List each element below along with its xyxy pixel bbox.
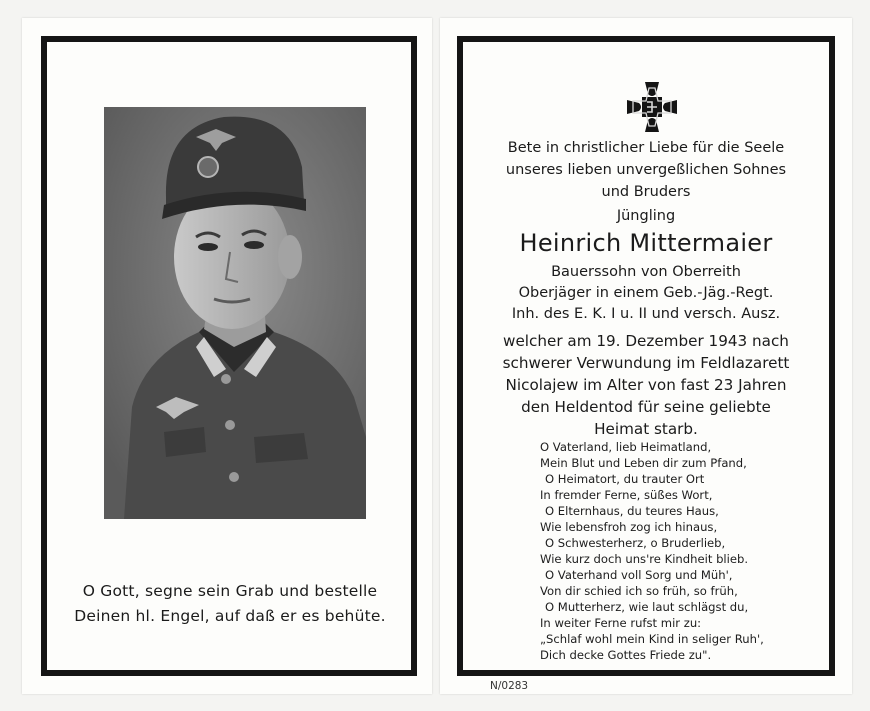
poem-line-11: O Mutterherz, wie laut schlägst du,	[545, 600, 749, 614]
iron-cross-icon	[627, 82, 677, 132]
prayer-line-1: O Gott, segne sein Grab und bestelle	[82, 582, 378, 600]
catalog-number: N/0283	[490, 680, 529, 692]
poem-line-10: Von dir schied ich so früh, so früh,	[540, 584, 738, 598]
poem-line-3: O Heimatort, du trauter Ort	[545, 472, 705, 486]
death-line-1: welcher am 19. Dezember 1943 nach	[503, 332, 789, 350]
poem-line-2: Mein Blut und Leben dir zum Pfand,	[540, 456, 747, 470]
poem-line-12: In weiter Ferne rufst mir zu:	[540, 616, 702, 630]
poem-line-7: O Schwesterherz, o Bruderlieb,	[545, 536, 726, 550]
title-label: Jüngling	[616, 208, 676, 224]
death-line-4: den Heldentod für seine geliebte	[521, 398, 771, 416]
poem-line-9: O Vaterhand voll Sorg und Müh',	[545, 568, 733, 582]
poem-line-4: In fremder Ferne, süßes Wort,	[540, 488, 713, 502]
death-line-3: Nicolajew im Alter von fast 23 Jahren	[505, 376, 787, 394]
poem-line-1: O Vaterland, lieb Heimatland,	[540, 440, 712, 454]
poem-line-14: Dich decke Gottes Friede zu".	[540, 648, 712, 662]
poem-line-5: O Elternhaus, du teures Haus,	[545, 504, 719, 518]
soldier-portrait-photo	[104, 107, 366, 519]
detail-line-3: Inh. des E. K. I u. II und versch. Ausz.	[511, 306, 781, 322]
intro-line-3: und Bruders	[601, 184, 691, 200]
detail-line-1: Bauerssohn von Oberreith	[551, 264, 741, 280]
poem-line-8: Wie kurz doch uns're Kindheit blieb.	[540, 552, 749, 566]
intro-line-1: Bete in christlicher Liebe für die Seele	[507, 140, 785, 156]
poem-line-13: „Schlaf wohl mein Kind in seliger Ruh',	[540, 632, 764, 646]
prayer-line-2: Deinen hl. Engel, auf daß er es behüte.	[74, 607, 386, 625]
death-line-2: schwerer Verwundung im Feldlazarett	[502, 354, 790, 372]
deceased-name: Heinrich Mittermaier	[519, 229, 773, 257]
death-line-5: Heimat starb.	[594, 420, 698, 438]
detail-line-2: Oberjäger in einem Geb.-Jäg.-Regt.	[518, 285, 774, 301]
intro-line-2: unseres lieben unvergeßlichen Sohnes	[505, 162, 787, 178]
poem-line-6: Wie lebensfroh zog ich hinaus,	[540, 520, 718, 534]
